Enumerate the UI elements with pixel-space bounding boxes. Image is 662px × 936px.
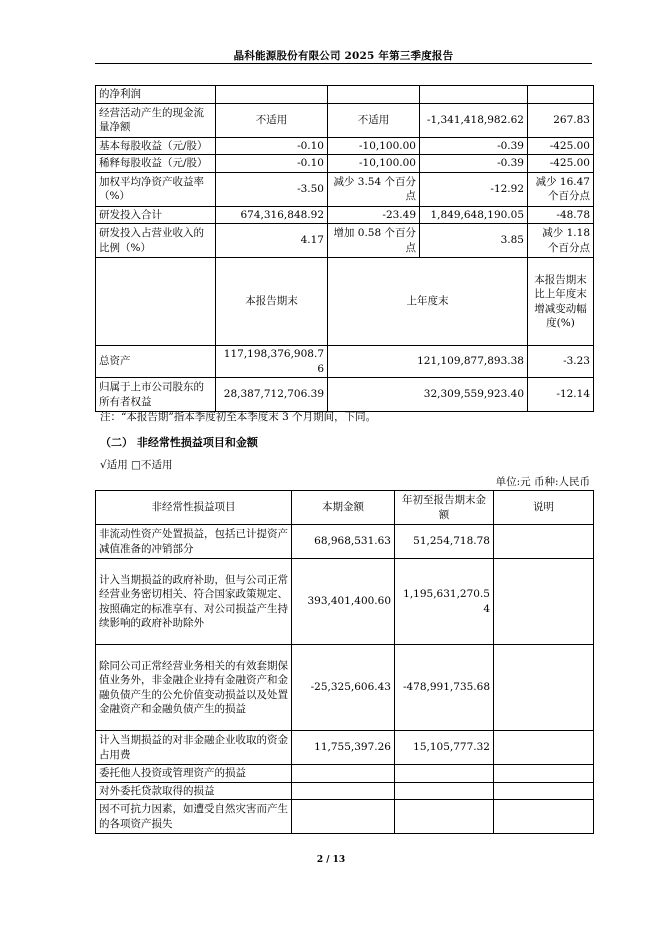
cell-value: -12.14: [528, 378, 594, 412]
row-label: 的净利润: [96, 86, 216, 104]
item-label: 委托他人投资或管理资产的损益: [96, 765, 292, 783]
cell-value: [292, 782, 395, 800]
row-label: 归属于上市公司股东的所有者权益: [96, 378, 216, 412]
table-row: [96, 346, 594, 378]
cell-value: -10,100.00: [328, 137, 420, 155]
cell-value: -425.00: [528, 137, 594, 155]
cell-value: -1,341,418,982.62: [420, 103, 528, 137]
cell-value: -0.10: [216, 137, 328, 155]
row-label: 稀释每股收益（元/股）: [96, 155, 216, 173]
currency-unit: 单位:元 币种:人民币: [495, 476, 590, 488]
cell-value: 117,198,376,908.76: [216, 346, 328, 378]
cell-value: [292, 765, 395, 783]
table-header-row: [96, 491, 594, 525]
cell-value: 增加 0.58 个百分点: [328, 224, 420, 258]
item-label: 对外委托贷款取得的损益: [96, 782, 292, 800]
table-row: [96, 378, 594, 412]
item-label: 计入当期损益的对非金融企业收取的资金占用费: [96, 731, 292, 765]
cell-value: -23.49: [328, 206, 420, 224]
row-label: 研发投入合计: [96, 206, 216, 224]
cell-value: 3.85: [420, 224, 528, 258]
table-row: [96, 172, 594, 206]
col-header-current: 本期金额: [292, 491, 395, 525]
table-note: 注：“本报告期”指本季度初至本季度末 3 个月期间，下同。: [100, 411, 377, 423]
table-row: [96, 86, 594, 104]
cell-value: 减少 3.54 个百分点: [328, 172, 420, 206]
cell-value: -12.92: [420, 172, 528, 206]
col-header-prior-year-end: 上年度末: [328, 258, 528, 346]
cell-value: -0.39: [420, 155, 528, 173]
cell-value: 不适用: [328, 103, 420, 137]
cell-value: 393,401,400.60: [292, 559, 395, 645]
table-row: [96, 224, 594, 258]
item-label: 因不可抗力因素，如遭受自然灾害而产生的各项资产损失: [96, 800, 292, 834]
cell-desc: [494, 645, 594, 731]
table-row: [96, 645, 594, 731]
table-row: [96, 206, 594, 224]
cell-value: -425.00: [528, 155, 594, 173]
col-header-period-end: 本报告期末: [216, 258, 328, 346]
cell-value: [395, 800, 494, 834]
cell-value: 11,755,397.26: [292, 731, 395, 765]
item-label: 除同公司正常经营业务相关的有效套期保值业务外，非金融企业持有金融资产和金融负债产生的公允价值变动损益以及处置金融资产和金融负债产生的损益: [96, 645, 292, 731]
cell-desc: [494, 782, 594, 800]
row-label: 基本每股收益（元/股）: [96, 137, 216, 155]
row-label: 研发投入占营业收入的比例（%）: [96, 224, 216, 258]
col-header-item: 非经常性损益项目: [96, 491, 292, 525]
table-row: [96, 800, 594, 834]
cell-value: [292, 800, 395, 834]
table-row: [96, 559, 594, 645]
financial-indicators-table: [95, 85, 594, 412]
cell-value: -10,100.00: [328, 155, 420, 173]
cell-value: 不适用: [216, 103, 328, 137]
table-row: [96, 731, 594, 765]
cell-value: 32,309,559,923.40: [328, 378, 528, 412]
applicability-checkbox: √适用 □不适用: [100, 459, 173, 471]
header-divider: [95, 63, 592, 64]
item-label: 非流动性资产处置损益，包括已计提资产减值准备的冲销部分: [96, 525, 292, 559]
cell-value: 减少 16.47 个百分点: [528, 172, 594, 206]
report-header: 晶科能源股份有限公司 2025 年第三季度报告: [233, 50, 454, 62]
cell-value: 267.83: [528, 103, 594, 137]
cell-value: -25,325,606.43: [292, 645, 395, 731]
table-row: [96, 782, 594, 800]
table-row: [96, 137, 594, 155]
table-row: [96, 525, 594, 559]
cell-value: -3.23: [528, 346, 594, 378]
table-row: [96, 155, 594, 173]
cell-desc: [494, 765, 594, 783]
col-header-ytd: 年初至报告期末金额: [395, 491, 494, 525]
cell-value: -0.39: [420, 137, 528, 155]
cell-desc: [494, 800, 594, 834]
cell-desc: [494, 731, 594, 765]
cell-value: -0.10: [216, 155, 328, 173]
cell-value: 28,387,712,706.39: [216, 378, 328, 412]
table-row: [96, 765, 594, 783]
cell-value: 121,109,877,893.38: [328, 346, 528, 378]
cell-value: 1,195,631,270.54: [395, 559, 494, 645]
row-label: 经营活动产生的现金流量净额: [96, 103, 216, 137]
cell-value: 15,105,777.32: [395, 731, 494, 765]
cell-value: 4.17: [216, 224, 328, 258]
item-label: 计入当期损益的政府补助，但与公司正常经营业务密切相关、符合国家政策规定、按照确定的标准享有、对公司损益产生持续影响的政府补助除外: [96, 559, 292, 645]
row-label: 总资产: [96, 346, 216, 378]
row-label: 加权平均净资产收益率（%）: [96, 172, 216, 206]
cell-value: 51,254,718.78: [395, 525, 494, 559]
non-recurring-items-table: [95, 490, 594, 834]
cell-value: [395, 765, 494, 783]
cell-value: 1,849,648,190.05: [420, 206, 528, 224]
cell-value: 减少 1.18 个百分点: [528, 224, 594, 258]
cell-value: 674,316,848.92: [216, 206, 328, 224]
table-subheader-row: [96, 258, 594, 346]
cell-value: -3.50: [216, 172, 328, 206]
cell-value: -478,991,735.68: [395, 645, 494, 731]
cell-value: -48.78: [528, 206, 594, 224]
section-title: （二） 非经常性损益项目和金额: [100, 436, 258, 449]
cell-desc: [494, 525, 594, 559]
col-header-description: 说明: [494, 491, 594, 525]
table-row: [96, 103, 594, 137]
cell-value: 68,968,531.63: [292, 525, 395, 559]
col-header-change-pct: 本报告期末比上年度末增减变动幅度(%): [528, 258, 594, 346]
cell-desc: [494, 559, 594, 645]
page-number: 2 / 13: [316, 855, 346, 865]
cell-value: [395, 782, 494, 800]
